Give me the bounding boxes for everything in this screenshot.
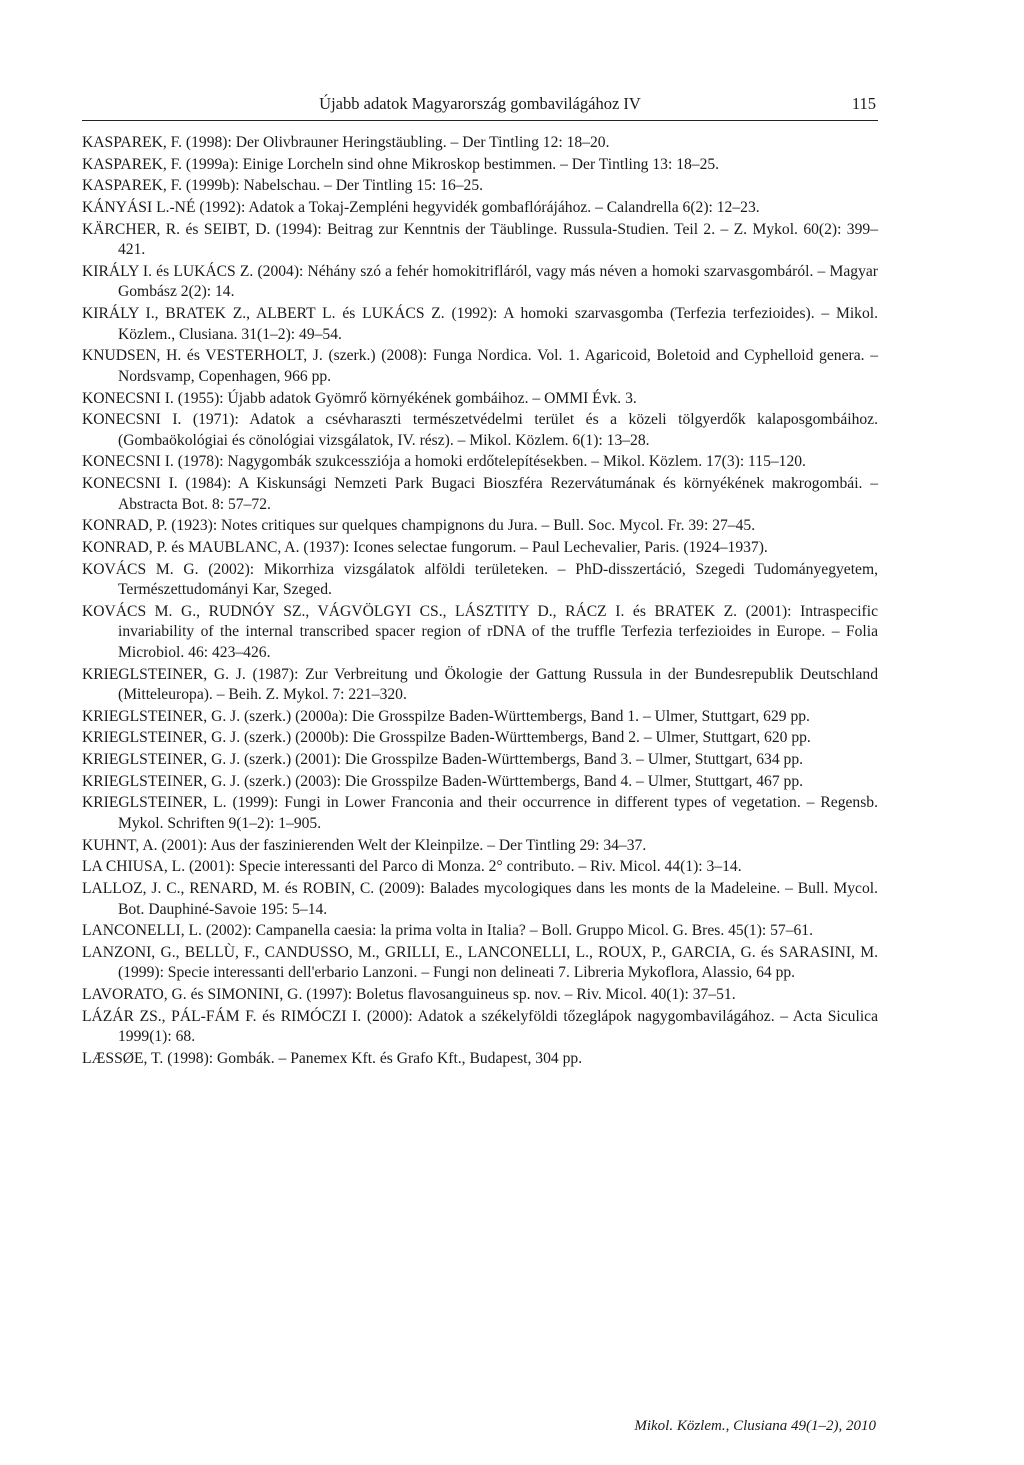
reference-entry: LALLOZ, J. C., RENARD, M. és ROBIN, C. (2009): Balades mycologiques dans les monts de la Madeleine. – Bull. Mycol. Bot. Dauphiné-Savoie 195: 5–14. bbox=[82, 880, 878, 918]
reference-entry: LÆSSØE, T. (1998): Gombák. – Panemex Kft. és Grafo Kft., Budapest, 304 pp. bbox=[82, 1049, 583, 1067]
page-number: 115 bbox=[851, 94, 876, 113]
reference-entry: LA CHIUSA, L. (2001): Specie interessanti del Parco di Monza. 2° contributo. – Riv. Micol. 44(1): 3–14. bbox=[82, 858, 742, 876]
reference-list bbox=[82, 133, 878, 1071]
reference-entry: KOVÁCS M. G. (2002): Mikorrhiza vizsgálatok alföldi területeken. – PhD-disszertáció, Szegedi Tudományegyetem, Természettudományi Kar, Szeged. bbox=[82, 560, 878, 599]
reference-entry: KONECSNI I. (1955): Újabb adatok Gyömrő környékének gombáihoz. – OMMI Évk. 3. bbox=[82, 389, 637, 407]
reference-entry: KONRAD, P. (1923): Notes critiques sur quelques champignons du Jura. – Bull. Soc. Mycol. Fr. 39: 27–45. bbox=[82, 517, 756, 535]
reference-entry: KONECSNI I. (1978): Nagygombák szukcessziója a homoki erdőtelepítésekben. – Mikol. Közlem. 17(3): 115–120. bbox=[82, 453, 806, 471]
reference-entry: KRIEGLSTEINER, G. J. (szerk.) (2000a): Die Grosspilze Baden-Württembergs, Band 1. – Ulmer, Stuttgart, 629 pp. bbox=[82, 707, 810, 725]
running-header bbox=[82, 90, 878, 121]
reference-entry: KÄRCHER, R. és SEIBT, D. (1994): Beitrag zur Kenntnis der Täublinge. Russula-Studien. Teil 2. – Z. Mykol. 60(2): 399–421. bbox=[82, 220, 878, 259]
reference-entry: KÁNYÁSI L.-NÉ (1992): Adatok a Tokaj-Zempléni hegyvidék gombaflórájához. – Calandrella 6(2): 12–23. bbox=[82, 199, 760, 217]
reference-entry: KRIEGLSTEINER, L. (1999): Fungi in Lower Franconia and their occurrence in different types of vegetation. – Regensb. Mykol. Schriften 9(1–2): 1–905. bbox=[82, 794, 878, 832]
reference-entry: KOVÁCS M. G., RUDNÓY SZ., VÁGVÖLGYI CS., LÁSZTITY D., RÁCZ I. és BRATEK Z. (2001): Intraspecific invariability of the internal transcribed spacer region of rDNA of the truffle Terfezia terfezioides in Europe. – Folia Microbiol. 46: 423–426. bbox=[82, 602, 878, 661]
reference-entry: LÁZÁR ZS., PÁL-FÁM F. és RIMÓCZI I. (2000): Adatok a székelyföldi tőzeglápok nagygombavilágához. – Acta Siculica 1999(1): 68. bbox=[82, 1007, 878, 1046]
reference-entry: KRIEGLSTEINER, G. J. (szerk.) (2001): Die Grosspilze Baden-Württembergs, Band 3. – Ulmer, Stuttgart, 634 pp. bbox=[82, 751, 804, 769]
running-title: Újabb adatok Magyarország gombavilágához IV bbox=[319, 94, 641, 113]
reference-entry: KUHNT, A. (2001): Aus der faszinierenden Welt der Kleinpilze. – Der Tintling 29: 34–37. bbox=[82, 836, 647, 854]
reference-entry: KASPAREK, F. (1999a): Einige Lorcheln sind ohne Mikroskop bestimmen. – Der Tintling 13: 18–25. bbox=[82, 155, 720, 173]
reference-entry: LANZONI, G., BELLÙ, F., CANDUSSO, M., GRILLI, E., LANCONELLI, L., ROUX, P., GARCIA, G. és SARASINI, M. (1999): Specie interessanti dell'erbario Lanzoni. – Fungi non delineati 7. Libreria Mykoflora, Alassio, 64 pp. bbox=[82, 943, 878, 982]
reference-entry: KRIEGLSTEINER, G. J. (1987): Zur Verbreitung und Ökologie der Gattung Russula in der Bundesrepublik Deutschland (Mitteleuropa). – Beih. Z. Mykol. 7: 221–320. bbox=[82, 665, 878, 703]
reference-entry: KONECSNI I. (1984): A Kiskunsági Nemzeti Park Bugaci Bioszféra Rezervátumának és környékének makrogombái. – Abstracta Bot. 8: 57–72. bbox=[82, 475, 878, 513]
reference-entry: KASPAREK, F. (1999b): Nabelschau. – Der Tintling 15: 16–25. bbox=[82, 177, 484, 195]
reference-entry: KONECSNI I. (1971): Adatok a csévharaszti természetvédelmi terület és a közeli tölgyerdők kalaposgombáihoz. (Gombaökológiai és cönológiai vizsgálatok, IV. rész). – Mikol. Közlem. 6(1): 13–28. bbox=[82, 411, 878, 449]
reference-entry: LANCONELLI, L. (2002): Campanella caesia: la prima volta in Italia? – Boll. Gruppo Micol. G. Bres. 45(1): 57–61. bbox=[82, 922, 814, 940]
reference-entry: KRIEGLSTEINER, G. J. (szerk.) (2003): Die Grosspilze Baden-Württembergs, Band 4. – Ulmer, Stuttgart, 467 pp. bbox=[82, 772, 804, 790]
reference-entry: KNUDSEN, H. és VESTERHOLT, J. (szerk.) (2008): Funga Nordica. Vol. 1. Agaricoid, Boletoid and Cyphelloid genera. – Nordsvamp, Copenhagen, 966 pp. bbox=[82, 347, 878, 385]
reference-entry: KIRÁLY I. és LUKÁCS Z. (2004): Néhány szó a fehér homokitrifláról, vagy más néven a homoki szarvasgombáról. – Magyar Gombász 2(2): 14. bbox=[82, 262, 878, 301]
reference-entry: LAVORATO, G. és SIMONINI, G. (1997): Boletus flavosanguineus sp. nov. – Riv. Micol. 40(1): 37–51. bbox=[82, 986, 736, 1004]
reference-entry: KASPAREK, F. (1998): Der Olivbrauner Heringstäubling. – Der Tintling 12: 18–20. bbox=[82, 134, 610, 151]
reference-entry: KONRAD, P. és MAUBLANC, A. (1937): Icones selectae fungorum. – Paul Lechevalier, Paris. (1924–1937). bbox=[82, 538, 768, 556]
reference-entry: KRIEGLSTEINER, G. J. (szerk.) (2000b): Die Grosspilze Baden-Württembergs, Band 2. – Ulmer, Stuttgart, 620 pp. bbox=[82, 729, 811, 747]
journal-footer: Mikol. Közlem., Clusiana 49(1–2), 2010 bbox=[634, 1418, 876, 1434]
reference-entry: KIRÁLY I., BRATEK Z., ALBERT L. és LUKÁCS Z. (1992): A homoki szarvasgomba (Terfezia terfezioides). – Mikol. Közlem., Clusiana. 31(1–2): 49–54. bbox=[82, 305, 878, 343]
